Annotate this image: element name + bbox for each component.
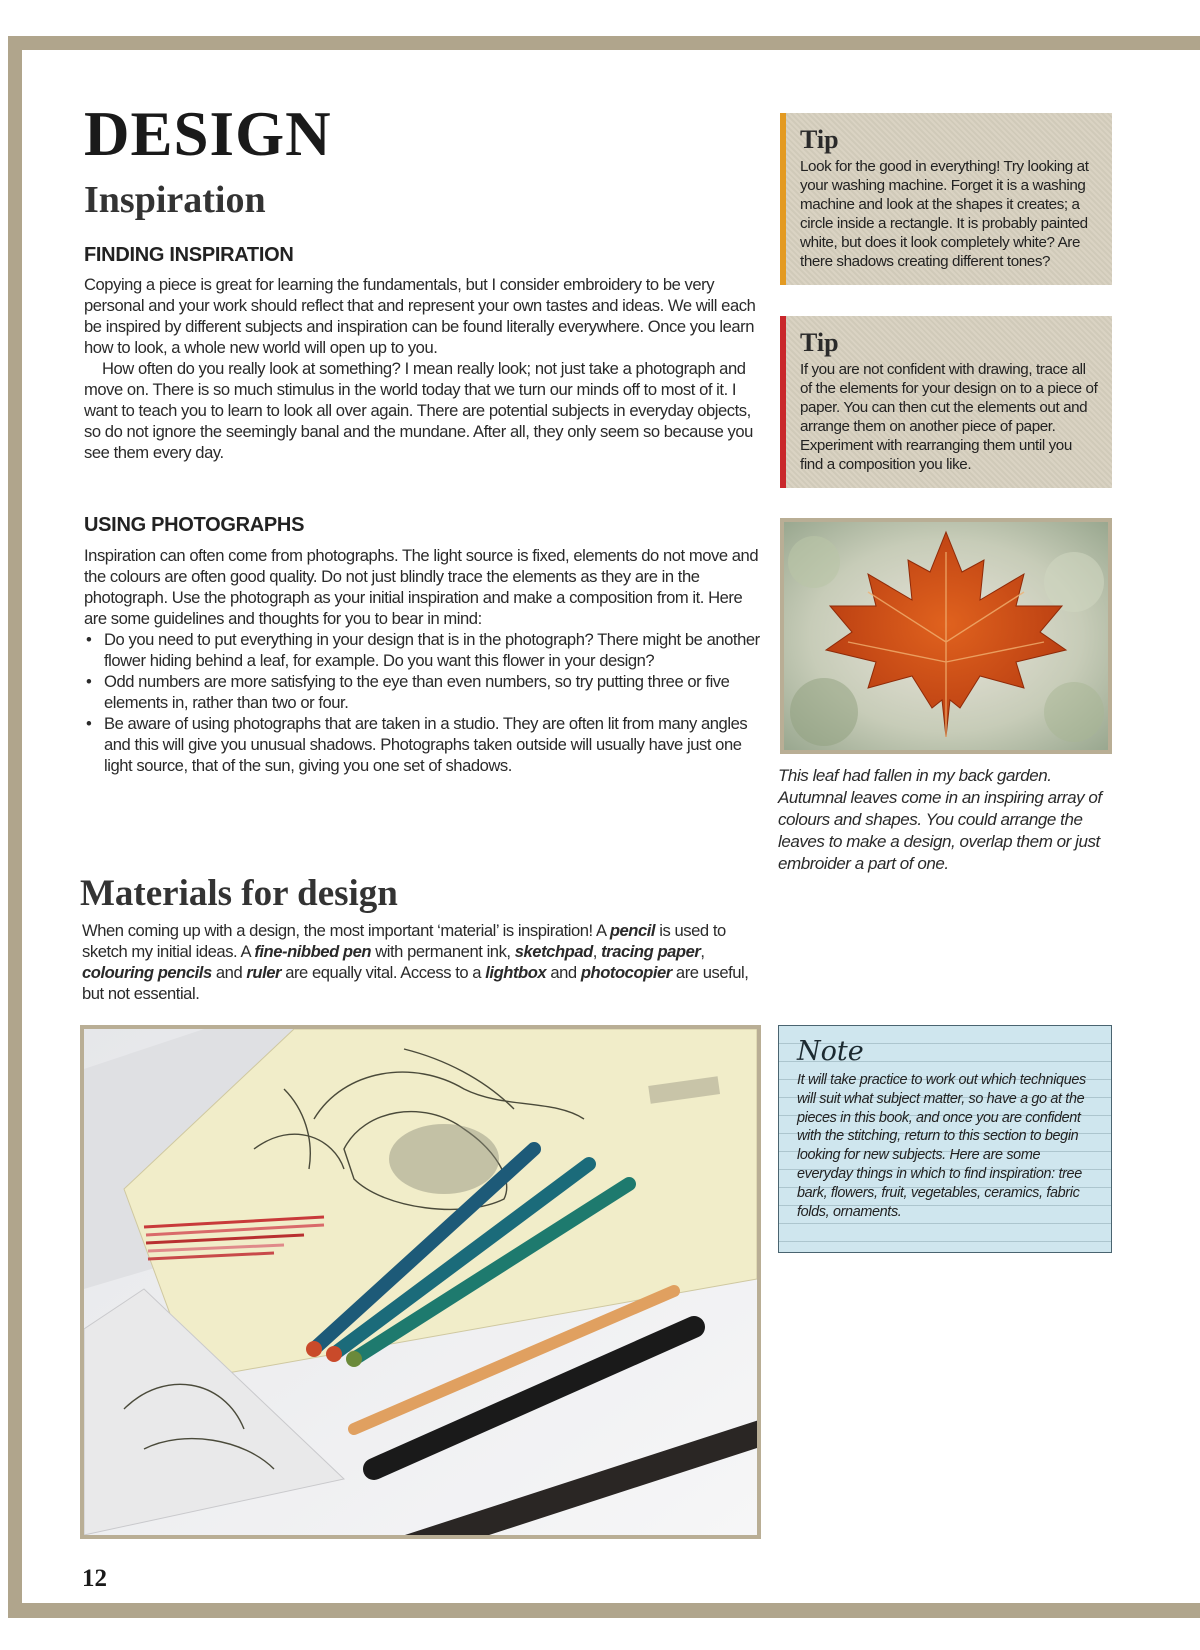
leaf-photo-caption: This leaf had fallen in my back garden. Autumnal leaves come in an inspiring array of colours and shapes. You could arrange the leaves to make a design, overlap them or just embroider a part of one. <box>778 766 1102 873</box>
tip-box-tracing <box>780 316 1112 488</box>
guidelines-list <box>84 629 760 776</box>
materials-text: When coming up with a design, the most important ‘material’ is inspiration! A pencil is used to sketch my initial ideas. A fine-nibbed pen with permanent ink, sketchpad, tracing paper, colouring pencils and ruler are equally vital. Access to a lightbox and photocopier are useful, but not essential. <box>82 921 749 1003</box>
material-lightbox: lightbox <box>485 963 547 982</box>
finding-paragraph-1: Copying a piece is great for learning the fundamentals, but I consider embroidery to be very personal and your work should reflect that and represent your own tastes and ideas. We will each be inspired by different subjects and inspiration can be found literally everywhere. Once you learn how to look, a whole new world will open up to you. <box>84 275 756 357</box>
guideline-item: • Odd numbers are more satisfying to the eye than even numbers, so try putting three or five elements in, rather than two or four. <box>84 671 760 713</box>
note-label: Note <box>797 1036 864 1067</box>
maple-leaf-image <box>784 522 1108 750</box>
finding-inspiration-text <box>84 274 760 463</box>
guideline-item: • Be aware of using photographs that are taken in a studio. They are often lit from many angles and this will give you unusual shadows. Photographs taken outside will usually have just one light source, that of the sun, giving you one set of shadows. <box>84 713 760 776</box>
material-sketchpad: sketchpad <box>514 942 593 961</box>
material-pen: fine-nibbed pen <box>254 942 372 961</box>
tip-text: If you are not confident with drawing, trace all of the elements for your design on to a piece of paper. You can then cut the elements out and arrange them on another piece of paper. Experiment with rearranging them until you find a composition you like. <box>800 361 1098 473</box>
material-ruler: ruler <box>246 963 282 982</box>
material-photocopier: photocopier <box>580 963 672 982</box>
section-title-inspiration: Inspiration <box>84 179 266 221</box>
material-colouring-pencils: colouring pencils <box>82 963 212 982</box>
photographs-intro: Inspiration can often come from photographs. The light source is fixed, elements do not move and the colours are often good quality. Do not just blindly trace the elements as they are in the photograph. Use the photograph as your initial inspiration and make a composition from it. Here are some guidelines and thoughts for you to bear in mind: <box>84 546 759 628</box>
page-title: DESIGN <box>84 99 332 169</box>
section-title-materials: Materials for design <box>80 873 398 914</box>
tip-label: Tip <box>800 328 839 357</box>
finding-paragraph-2: How often do you really look at something? I mean really look; not just take a photograph and move on. There is so much stimulus in the world today that we turn our minds off to most of it. I want to teach you to learn to look all over again. There are potential subjects in everyday objects, so do not ignore the seemingly banal and the mundane. After all, they only seem so because you see them every day. <box>84 359 753 462</box>
material-tracing-paper: tracing paper <box>601 942 701 961</box>
tip-label: Tip <box>800 125 839 154</box>
using-photographs-text <box>84 545 760 776</box>
tip-text: Look for the good in everything! Try looking at your washing machine. Forget it is a washing machine and look at the shapes it creates; a circle inside a rectangle. It is probably painted white, but does it look completely white? Are there shadows creating different tones? <box>800 158 1089 270</box>
materials-photo <box>80 1025 761 1539</box>
heading-finding-inspiration: FINDING INSPIRATION <box>84 244 294 266</box>
note-text: It will take practice to work out which techniques will suit what subject matter, so have a go at the pieces in this book, and once you are confident with the stitching, return to this section to begin looking for new subjects. Here are some everyday things in which to find inspiration: tree bark, flowers, fruit, vegetables, ceramics, fabric folds, ornaments. <box>797 1072 1086 1220</box>
note-box <box>778 1025 1112 1253</box>
tip-box-washing-machine <box>780 113 1112 285</box>
page-number: 12 <box>82 1565 107 1592</box>
heading-using-photographs: USING PHOTOGRAPHS <box>84 514 305 536</box>
guideline-item: • Do you need to put everything in your design that is in the photograph? There might be another flower hiding behind a leaf, for example. Do you want this flower in your design? <box>84 629 760 671</box>
material-pencil: pencil <box>609 921 656 940</box>
maple-leaf-photo <box>780 518 1112 754</box>
pencils-sketch-image <box>84 1029 757 1535</box>
